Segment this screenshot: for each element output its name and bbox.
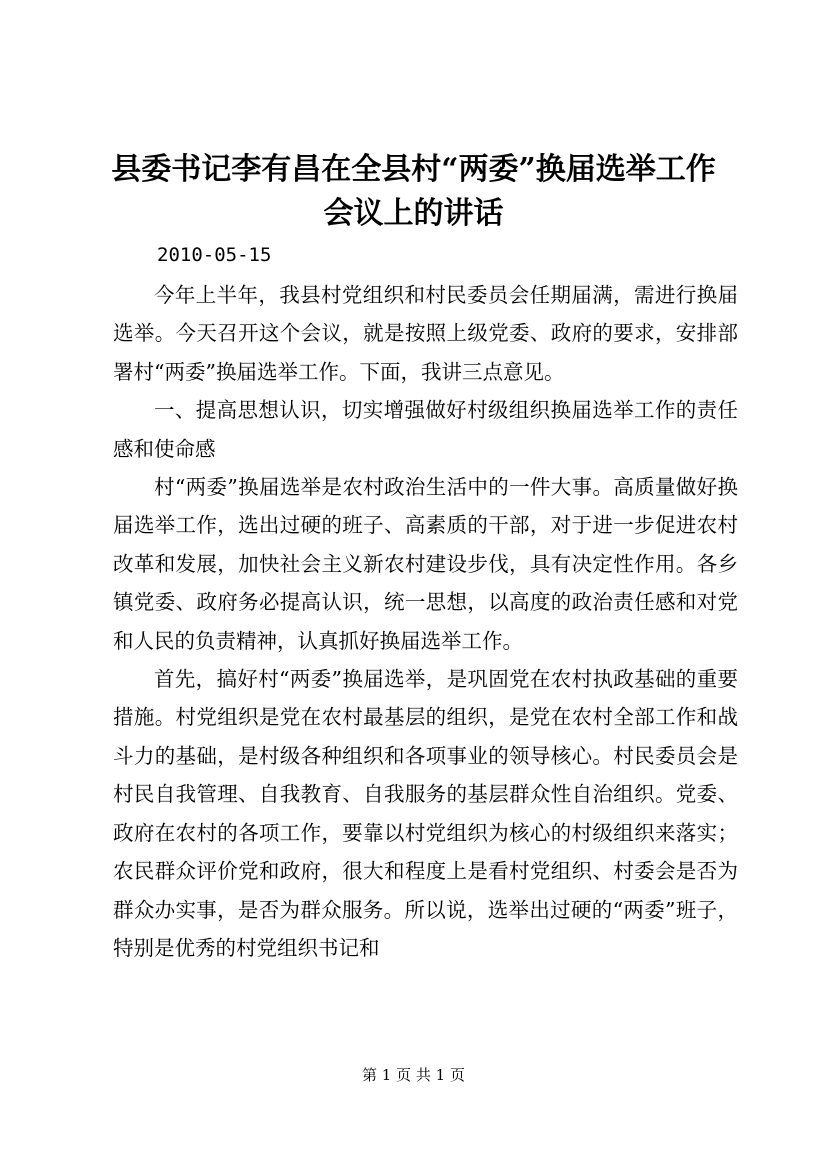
document-date: 2010-05-15: [157, 244, 272, 266]
paragraph-first-point: 首先，搞好村“两委”换届选举，是巩固党在农村执政基础的重要措施。村党组织是党在农村最基层的组织，是党在农村全部工作和战斗力的基础，是村级各种组织和各项事业的领导核心。村民委员会是村民自我管理、自我教育、自我服务的基层群众性自治组织。党委、政府在农村的各项工作，要靠以村党组织为核心的村级组织来落实；农民群众评价党和政府，很大和程度上是看村党组织、村委会是否为群众办实事，是否为群众服务。所以说，选举出过硬的“两委”班子，特别是优秀的村党组织书记和: [113, 667, 738, 960]
document-body: [113, 276, 738, 967]
page-footer: 第 1 页 共 1 页: [362, 1066, 465, 1084]
paragraph-intro: 今年上半年，我县村党组织和村民委员会任期届满，需进行换届选举。今天召开这个会议，就是按照上级党委、政府的要求，安排部署村“两委”换届选举工作。下面，我讲三点意见。: [113, 283, 738, 384]
paragraph-importance: 村“两委”换届选举是农村政治生活中的一件大事。高质量做好换届选举工作，选出过硬的班子、高素质的干部，对于进一步促进农村改革和发展，加快社会主义新农村建设步伐，具有决定性作用。各乡镇党委、政府务必提高认识，统一思想，以高度的政治责任感和对党和人民的负责精神，认真抓好换届选举工作。: [113, 475, 738, 653]
section-heading-1: 一、提高思想认识，切实增强做好村级组织换届选举工作的责任感和使命感: [113, 398, 738, 461]
document-title: 县委书记李有昌在全县村“两委”换届选举工作会议上的讲话: [111, 152, 716, 231]
